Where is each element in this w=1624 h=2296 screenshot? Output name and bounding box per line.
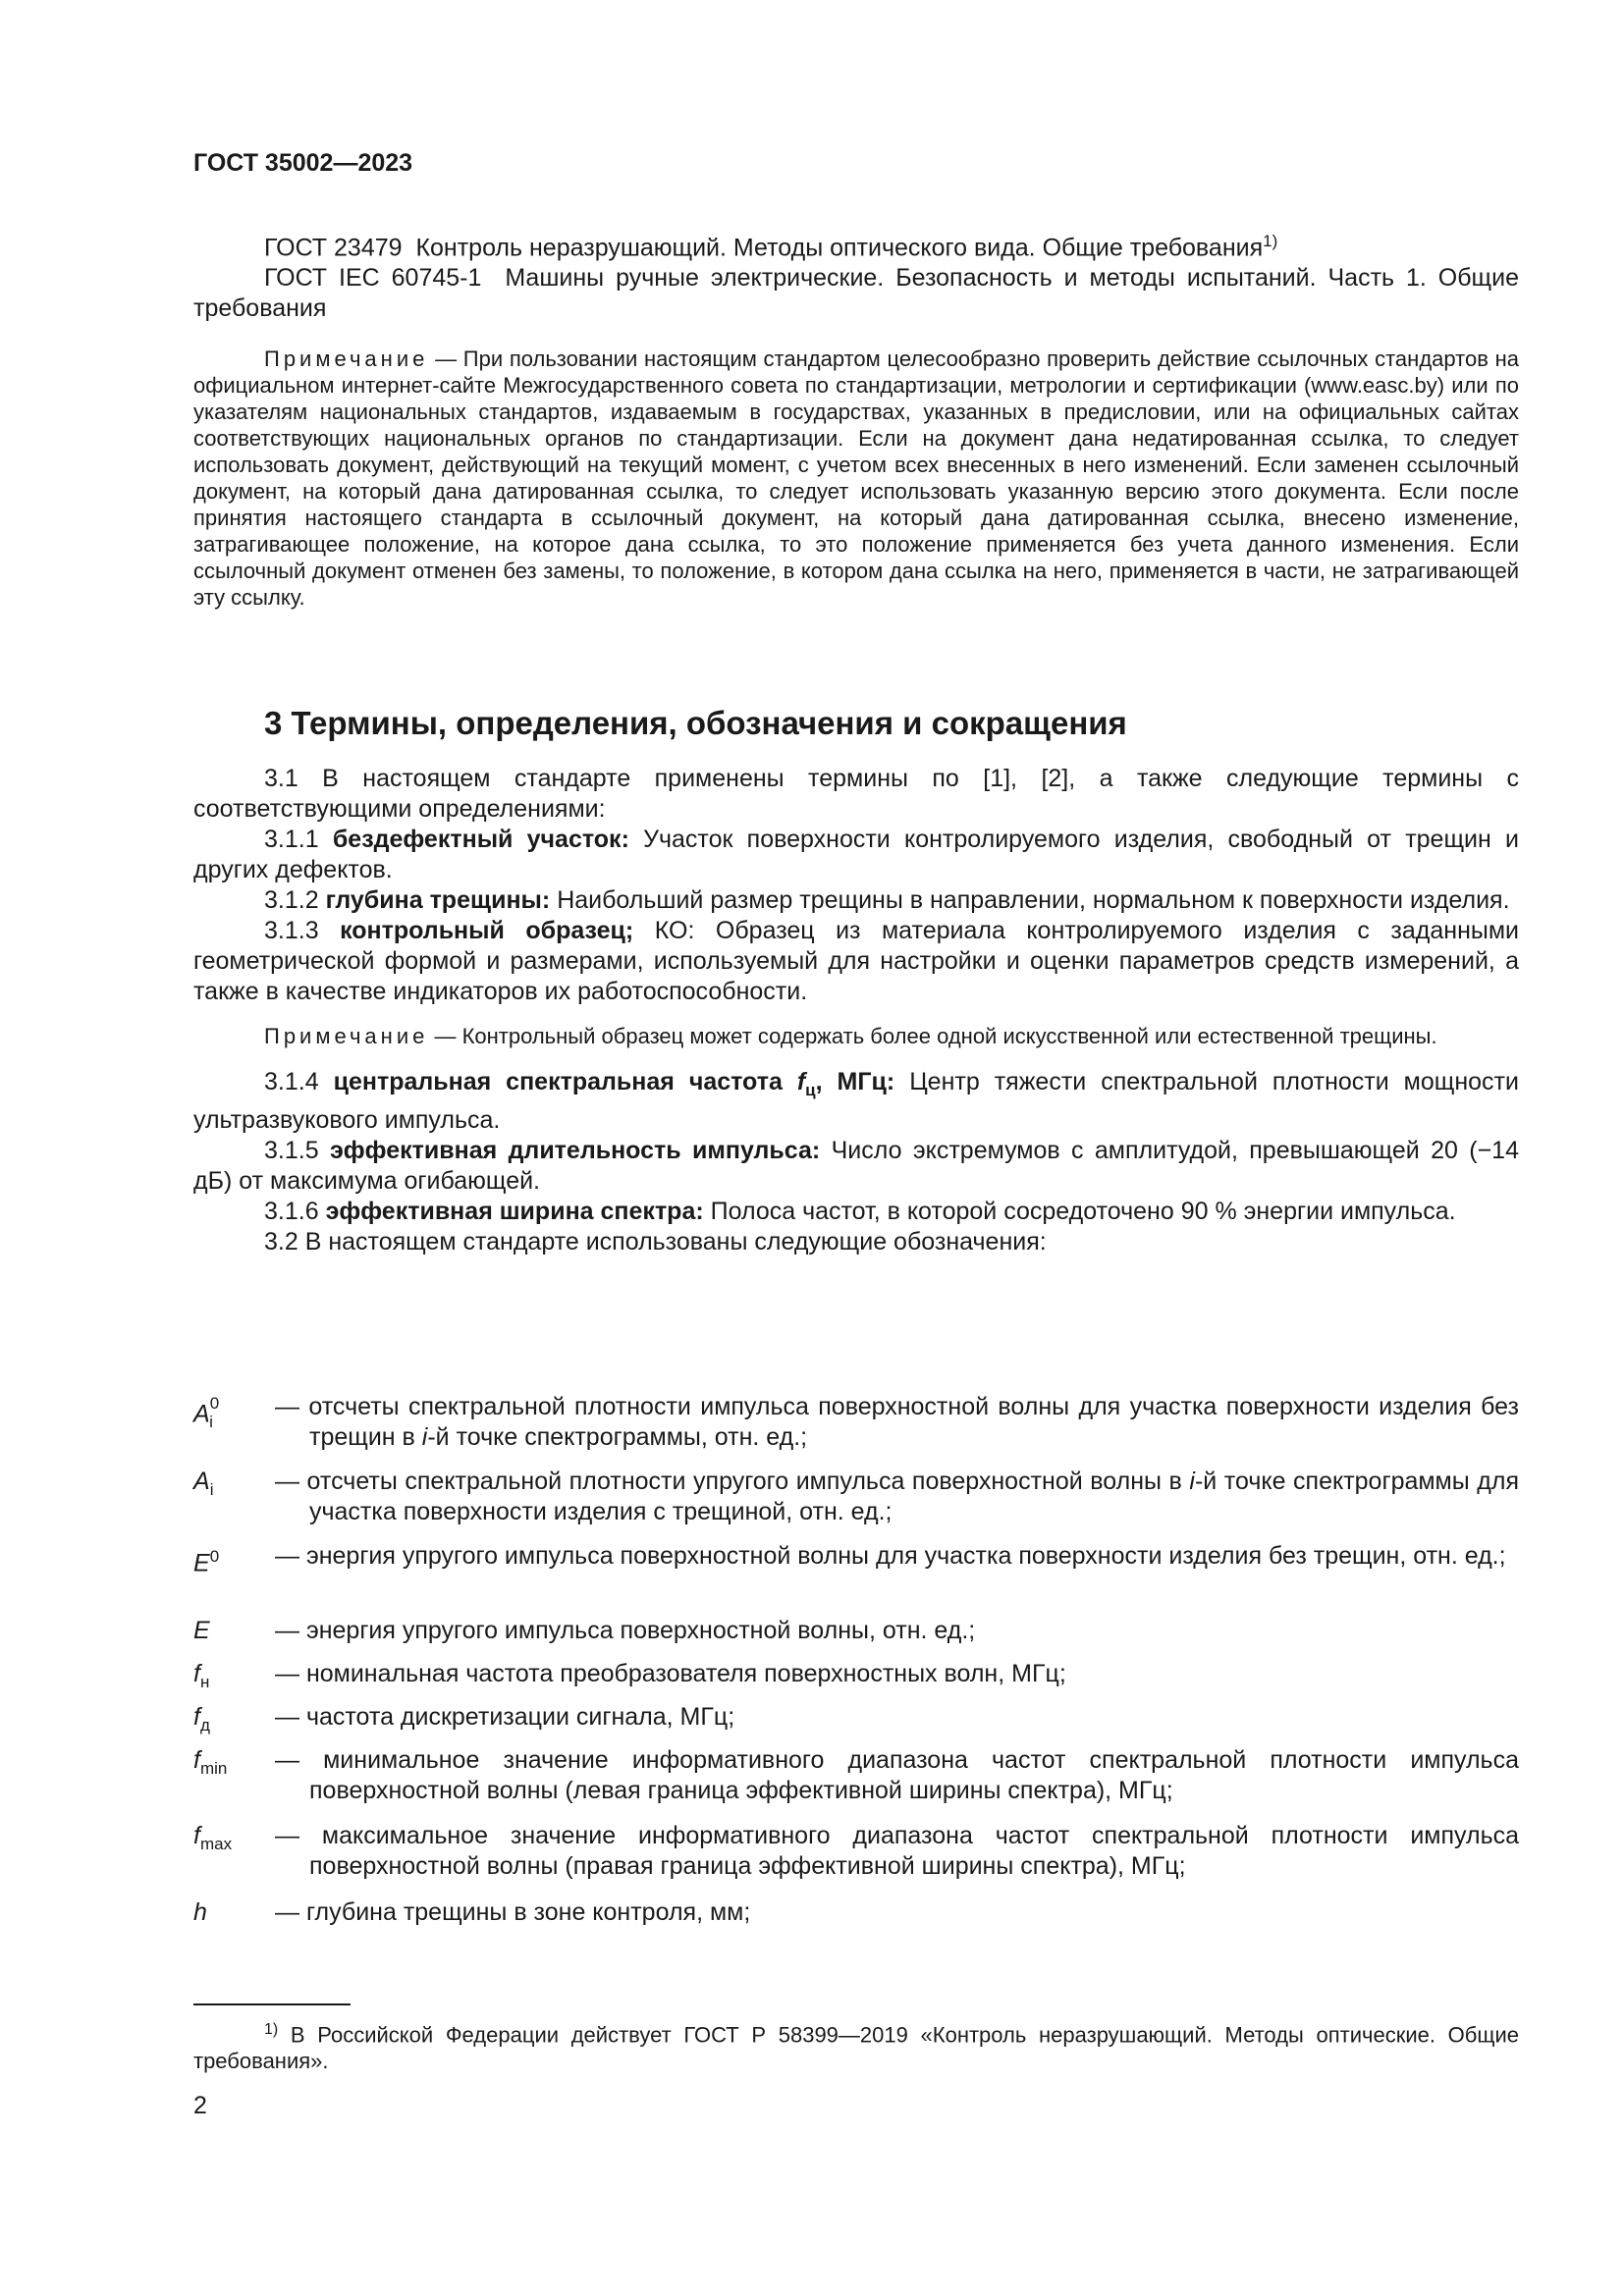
term-name: эффективная длительность импульса: [329, 1137, 821, 1164]
symbol-row [193, 1659, 1519, 1689]
symbol-description: — минимальное значение информативного диапазона частот спектральной плотности импульса поверхностной волны (левая граница эффективной ширины спектра), МГц; [275, 1746, 1519, 1804]
symbol-row [193, 1745, 1519, 1806]
footnote-text: В Российской Федерации действует ГОСТ Р 58399—2019 «Контроль неразрушающий. Методы оптические. Общие требования». [193, 2022, 1519, 2074]
term-definition: Полоса частот, в которой сосредоточено 90 % энергии импульса. [710, 1198, 1456, 1225]
section-title: 3 Термины, определения, обозначения и сокращения [264, 705, 1127, 741]
term-definition: Участок поверхности контролируемого изделия, свободный от трещин и других дефектов. [193, 826, 1519, 883]
note-body: — При пользовании настоящим стандартом целесообразно проверить действие ссылочных стандартов на официальном интернет-сайте Межгосударственного совета по стандартизации, метрологии и сертификации (www.easc.by) или по указателям национальных стандартов, издаваемым в государствах, указанных в предисловии, или на официальных сайтах соответствующих национальных органов по стандартизации. Если на документ дана недатированная ссылка, то следует использовать документ, действующий на текущий момент, с учетом всех внесенных в него изменений. Если заменен ссылочный документ, на который дана датированная ссылка, то следует использовать указанную версию этого документа. Если после принятия настоящего стандарта в ссылочный документ, на который дана датированная ссылка, внесено изменение, затрагивающее положение, на которое дана ссылка, то это положение применяется без учета данного изменения. Если ссылочный документ отменен без замены, то положение, в котором дана ссылка на него, применяется в части, не затрагивающей эту ссылку. [193, 347, 1519, 610]
term-3-1-1 [193, 825, 1519, 885]
symbol-description: — максимальное значение информативного диапазона частот спектральной плотности импульса поверхностной волны (правая граница эффективной ширины спектра), МГц; [275, 1822, 1519, 1880]
symbol: h [193, 1898, 207, 1926]
symbol-description: — энергия упругого импульса поверхностной волны, отн. ед.; [275, 1617, 976, 1644]
term-number: 3.1.4 [264, 1068, 319, 1095]
symbol-description: — энергия упругого импульса поверхностной волны для участка поверхности изделия без трещин, отн. ед.; [275, 1542, 1506, 1570]
symbol: $f_{min}$ [193, 1746, 228, 1778]
term-name: бездефектный участок: [332, 826, 629, 853]
symbol-row [193, 1616, 1519, 1646]
terms-block [193, 764, 1519, 1257]
term-3-1-4 [193, 1067, 1519, 1136]
term-definition: Наибольший размер трещины в направлении, нормальном к поверхности изделия. [557, 886, 1510, 914]
symbol: $f_н$ [193, 1660, 210, 1691]
symbol-row [193, 1467, 1519, 1527]
term-abbreviation: КО: [654, 917, 695, 944]
paragraph-3-2: 3.2 В настоящем стандарте использованы следующие обозначения: [264, 1228, 1047, 1255]
symbol-row [193, 1702, 1519, 1733]
symbol-row [193, 1541, 1519, 1577]
term-number: 3.1.6 [264, 1198, 319, 1225]
term-symbol-subscript: ц [805, 1081, 816, 1099]
term-unit: , МГц: [815, 1068, 895, 1095]
note-block [193, 346, 1519, 611]
note-label: Примечание [264, 347, 429, 371]
term-definition: Число экстремумов с амплитудой, превышающей 20 (−14 дБ) от максимума огибающей. [193, 1137, 1519, 1195]
term-number: 3.1.2 [264, 886, 319, 914]
reference-code: ГОСТ 23479 [264, 234, 403, 262]
term-number: 3.1.1 [264, 826, 319, 853]
symbol: $f_{max}$ [193, 1822, 233, 1853]
term-definition: Образец из материала контролируемого изделия с заданными геометрической формой и размерами, используемый для настройки и оценки параметров средств измерений, а также в качестве индикаторов их работоспособности. [193, 917, 1519, 1005]
term-3-1-2 [193, 885, 1519, 916]
symbol-row [193, 1897, 1519, 1928]
normative-references [193, 226, 1519, 324]
term-name: эффективная ширина спектра: [325, 1198, 704, 1225]
footnote-separator [193, 2003, 351, 2005]
note-text [193, 346, 1519, 611]
symbol: $f_д$ [193, 1703, 210, 1735]
symbol: $A_i$ [193, 1468, 214, 1499]
symbol: $A^0_i$ [193, 1394, 220, 1432]
paragraph-3-1: 3.1 В настоящем стандарте применены термины по [1], [2], а также следующие термины с соответствующими определениями: [193, 765, 1519, 823]
symbol-description: — отсчеты спектральной плотности упругого импульса поверхностной волны в i-й точке спектрограммы для участка поверхности изделия с трещиной, отн. ед.; [275, 1468, 1519, 1525]
note-label: Примечание [264, 1024, 429, 1048]
document-header: ГОСТ 35002—2023 [193, 149, 413, 177]
term-3-1-6 [193, 1197, 1519, 1227]
term-symbol: f [796, 1068, 806, 1095]
page-number: 2 [193, 2092, 207, 2119]
reference-code: ГОСТ IEC 60745-1 [264, 264, 482, 293]
symbol-row [193, 1821, 1519, 1882]
term-name: глубина трещины: [325, 886, 551, 914]
term-3-1-5 [193, 1136, 1519, 1197]
footnote-mark: 1) [264, 2021, 279, 2038]
symbol-description: — отсчеты спектральной плотности импульса поверхностной волны для участка поверхности изделия без трещин в i-й точке спектрограммы, отн. ед.; [275, 1393, 1519, 1451]
term-name: контрольный образец; [340, 917, 634, 944]
footnote-mark: 1) [1263, 232, 1278, 250]
reference-title: Контроль неразрушающий. Методы оптического вида. Общие требования [415, 234, 1264, 262]
symbol-description: — номинальная частота преобразователя поверхностных волн, МГц; [275, 1660, 1066, 1687]
note-body: — Контрольный образец может содержать более одной искусственной или естественной трещины. [434, 1024, 1437, 1048]
symbol: E [193, 1617, 210, 1644]
reference-item [193, 263, 1519, 324]
term-definition: Центр тяжести спектральной плотности мощности ультразвукового импульса. [193, 1068, 1519, 1134]
symbol-description: — глубина трещины в зоне контроля, мм; [275, 1898, 751, 1926]
term-name: центральная спектральная частота [333, 1068, 783, 1095]
term-number: 3.1.3 [264, 917, 319, 944]
symbol-row [193, 1392, 1519, 1453]
term-number: 3.1.5 [264, 1137, 319, 1164]
symbol-description: — частота дискретизации сигнала, МГц; [275, 1703, 735, 1731]
reference-item [193, 226, 1519, 263]
symbol: $E^0$ [193, 1547, 220, 1577]
reference-title: Машины ручные электрические. Безопасность и методы испытаний. Часть 1. Общие требования [193, 264, 1519, 323]
term-3-1-3 [193, 916, 1519, 1007]
footnote [193, 2016, 1519, 2074]
section-heading [193, 705, 1519, 742]
note-block-2 [193, 1023, 1519, 1049]
